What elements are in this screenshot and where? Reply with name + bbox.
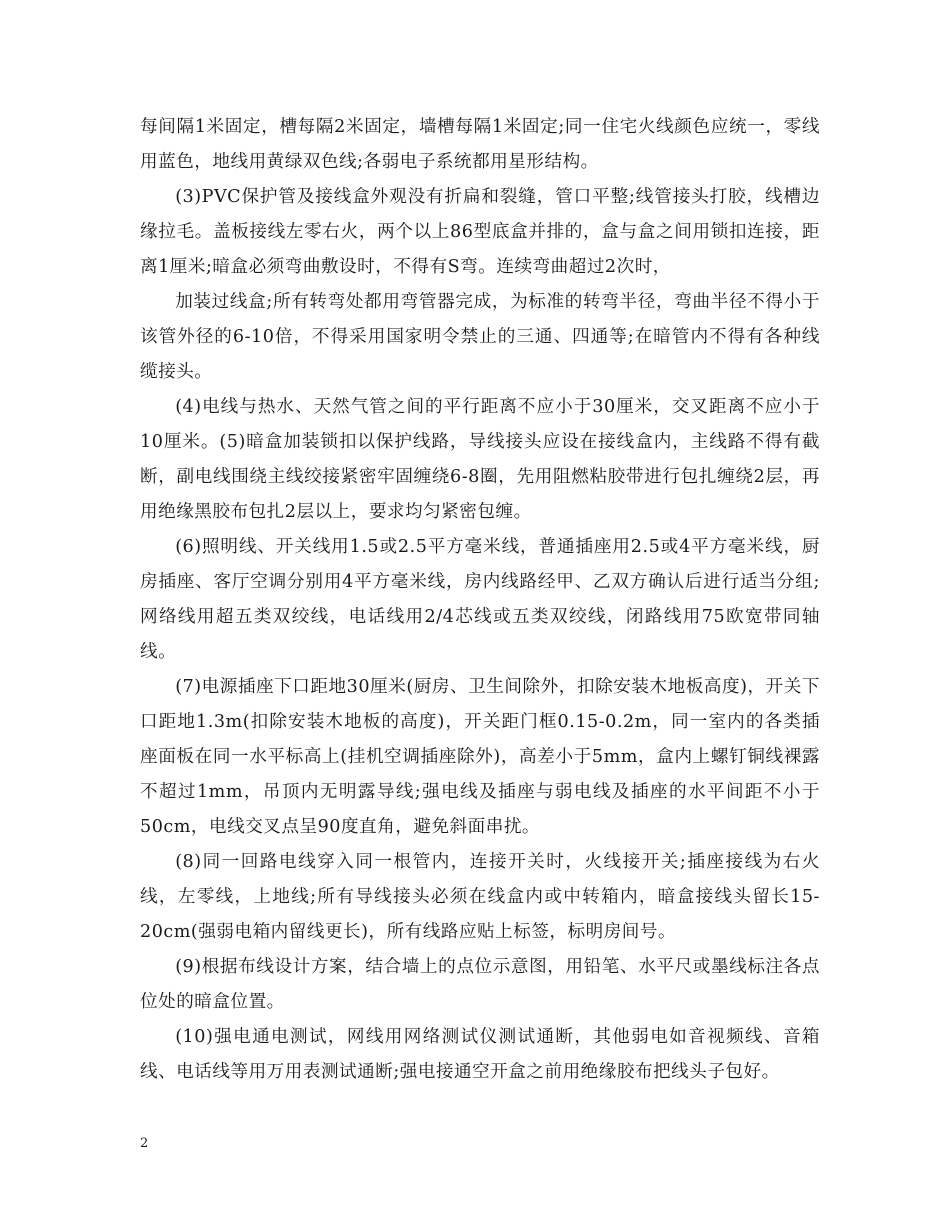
paragraph-item-4-5: (4)电线与热水、天然气管之间的平行距离不应小于30厘米，交叉距离不应小于10厘米。(5)暗盒加装锁扣以保护线路，导线接头应设在接线盒内，主线路不得有截断，副电线围绕主线绞接紧密牢固缠绕6-8圈，先用阻燃粘胶带进行包扎缠绕2层，再用绝缘黑胶布包扎2层以上，要求均匀紧密包缠。	[140, 397, 820, 522]
paragraph-item-8: (8)同一回路电线穿入同一根管内，连接开关时，火线接开关;插座接线为右火线，左零线，上地线;所有导线接头必须在线盒内或中转箱内，暗盒接线头留长15-20cm(强弱电箱内留线更长)，所有线路应贴上标签，标明房间号。	[140, 852, 820, 942]
paragraph-item-3: (3)PVC保护管及接线盒外观没有折扁和裂缝，管口平整;线管接头打胶，线槽边缘拉毛。盖板接线左零右火，两个以上86型底盒并排的，盒与盒之间用锁扣连接，距离1厘米;暗盒必须弯曲敷设时，不得有S弯。连续弯曲超过2次时，	[140, 187, 820, 277]
document-body	[140, 110, 820, 1090]
paragraph-item-9: (9)根据布线设计方案，结合墙上的点位示意图，用铅笔、水平尺或墨线标注各点位处的暗盒位置。	[140, 957, 820, 1012]
paragraph-continuation: 每间隔1米固定，槽每隔2米固定，墙槽每隔1米固定;同一住宅火线颜色应统一，零线用蓝色，地线用黄绿双色线;各弱电子系统都用星形结构。	[140, 117, 820, 172]
paragraph-item-7: (7)电源插座下口距地30厘米(厨房、卫生间除外，扣除安装木地板高度)，开关下口距地1.3m(扣除安装木地板的高度)，开关距门框0.15-0.2m，同一室内的各类插座面板在同一水平标高上(挂机空调插座除外)，高差小于5mm，盒内上螺钉铜线裸露不超过1mm，吊顶内无明露导线;强电线及插座与弱电线及插座的水平间距不小于50cm，电线交叉点呈90度直角，避免斜面串扰。	[140, 677, 820, 837]
paragraph-item-10: (10)强电通电测试，网线用网络测试仪测试通断，其他弱电如音视频线、音箱线、电话线等用万用表测试通断;强电接通空开盒之前用绝缘胶布把线头子包好。	[140, 1027, 820, 1082]
paragraph-item-3-continued: 加装过线盒;所有转弯处都用弯管器完成，为标准的转弯半径，弯曲半径不得小于该管外径的6-10倍，不得采用国家明令禁止的三通、四通等;在暗管内不得有各种线缆接头。	[140, 292, 820, 382]
page-number: 2	[140, 1136, 149, 1151]
paragraph-item-6: (6)照明线、开关线用1.5或2.5平方毫米线，普通插座用2.5或4平方毫米线，厨房插座、客厅空调分别用4平方毫米线，房内线路经甲、乙双方确认后进行适当分组;网络线用超五类双绞线，电话线用2/4芯线或五类双绞线，闭路线用75欧宽带同轴线。	[140, 537, 820, 662]
